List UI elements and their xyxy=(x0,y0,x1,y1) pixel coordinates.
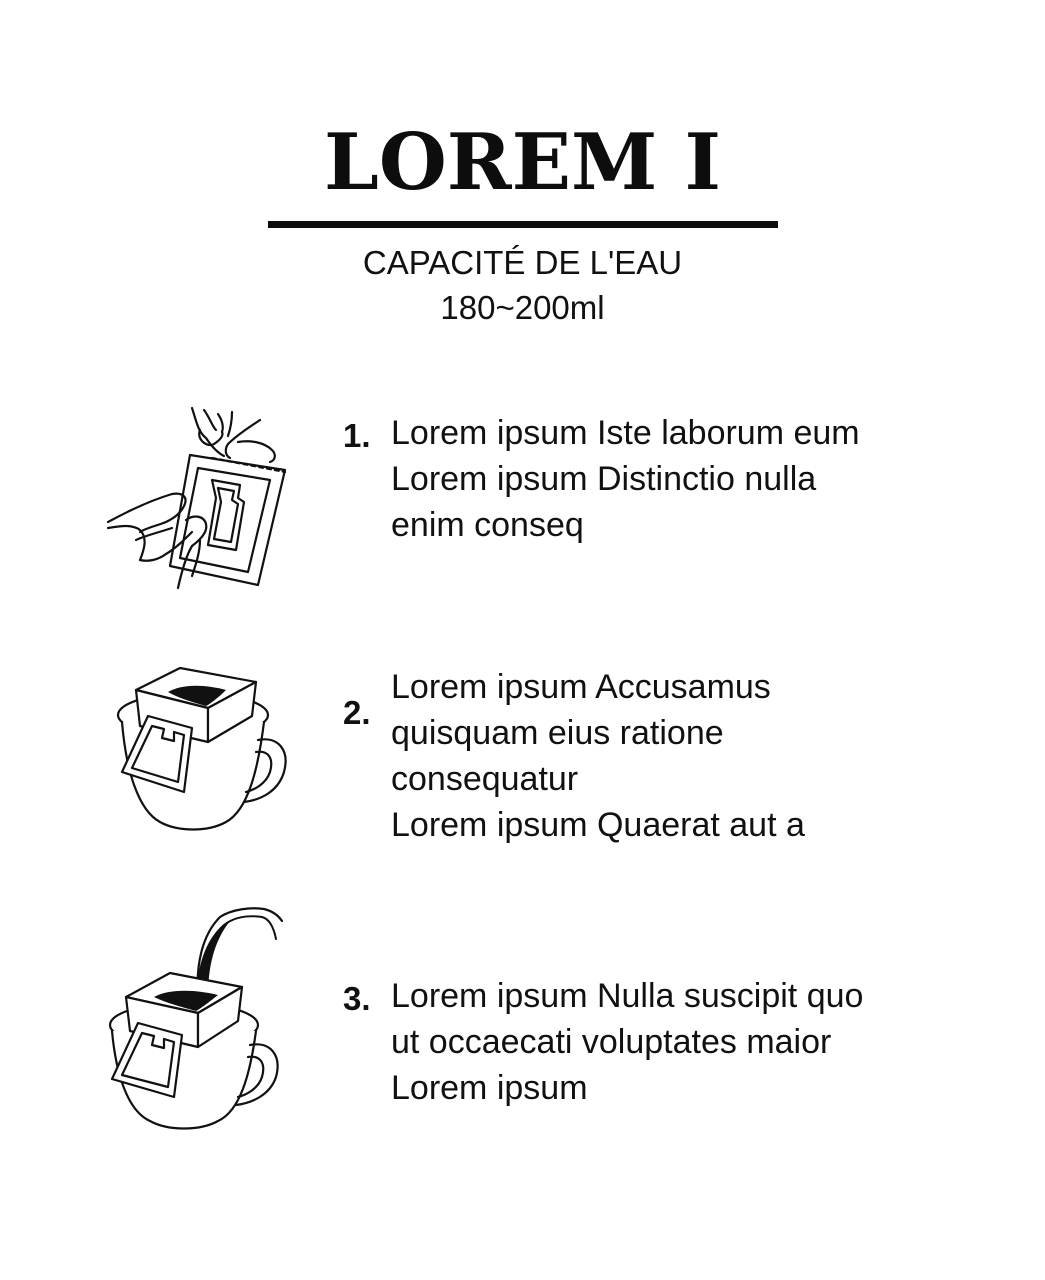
page-title: LOREM I xyxy=(323,117,722,208)
step-2-line: consequatur xyxy=(391,760,579,798)
step-3-line: Lorem ipsum Nulla suscipit quo xyxy=(391,977,864,1015)
step-3-line: ut occaecati voluptates maior xyxy=(391,1023,832,1061)
step-1-text xyxy=(391,410,991,548)
title-divider xyxy=(268,221,778,228)
step-1-line: enim conseq xyxy=(391,506,584,544)
step-1-line: Lorem ipsum Iste laborum eum xyxy=(391,414,860,452)
pour-water-icon xyxy=(102,905,292,1145)
step-3-line: Lorem ipsum xyxy=(391,1069,588,1107)
step-2-line: quisquam eius ratione xyxy=(391,714,724,752)
step-2-line: Lorem ipsum Accusamus xyxy=(391,668,771,706)
water-capacity-label: CAPACITÉ DE L'EAU xyxy=(362,244,683,281)
step-2-text xyxy=(391,664,991,848)
step-1-line: Lorem ipsum Distinctio nulla xyxy=(391,460,817,498)
open-drip-bag-icon xyxy=(100,400,300,595)
water-capacity-value: 180~200ml xyxy=(440,289,605,326)
step-1-number: 1. xyxy=(343,417,371,454)
step-2-number: 2. xyxy=(343,694,371,731)
step-3-text xyxy=(391,973,991,1111)
step-3-number: 3. xyxy=(343,980,371,1017)
step-2-line: Lorem ipsum Quaerat aut a xyxy=(391,806,805,844)
drip-bag-on-cup-icon xyxy=(108,660,298,840)
